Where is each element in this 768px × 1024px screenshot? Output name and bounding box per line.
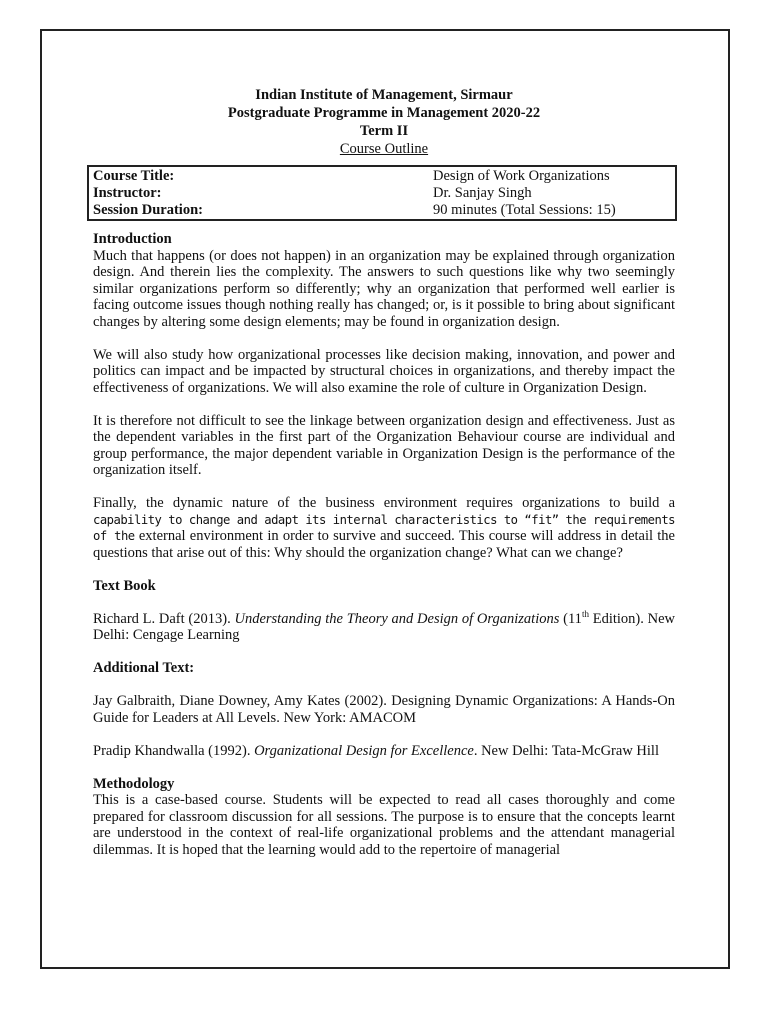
additional-reference <box>93 743 675 760</box>
reference-publisher: . New Delhi: Tata-McGraw Hill <box>473 742 659 759</box>
programme-name: Postgraduate Programme in Management 2020-22 <box>227 105 541 121</box>
reference-edition: (11 <box>559 610 582 627</box>
course-info-row <box>93 202 675 219</box>
edition-superscript: th <box>581 608 589 619</box>
introduction-heading: Introduction <box>93 231 172 247</box>
methodology-heading: Methodology <box>93 775 175 792</box>
instructor-value: Dr. Sanjay Singh <box>433 185 532 201</box>
course-info-row <box>93 168 675 185</box>
paragraph-text: Finally, the dynamic nature of the business environment requires organizations to build a <box>93 495 675 511</box>
additional-reference: Jay Galbraith, Diane Downey, Amy Kates (2002). Designing Dynamic Organizations: A Hands-On Guide for Leaders at All Levels. New York: AMACOM <box>93 693 675 726</box>
session-duration-value: 90 minutes (Total Sessions: 15) <box>433 202 616 218</box>
session-duration-label: Session Duration: <box>93 202 203 218</box>
text-book-reference <box>93 608 675 644</box>
course-title-value: Design of Work Organizations <box>433 168 610 184</box>
document-header <box>93 86 675 158</box>
document-content <box>93 86 675 858</box>
introduction-paragraph: It is therefore not difficult to see the linkage between organization design and effectiveness. Just as the dependent variables in the first part of the Organization Behaviour course are individual and group performance, the major dependent variable in Organization Design is the performance of the organization itself. <box>93 412 675 478</box>
additional-text-heading: Additional Text: <box>93 660 195 676</box>
paragraph-text-monospace: capability to change and adapt its internal characteristics to “fit” the requirements of the <box>93 512 675 543</box>
course-outline-label: Course Outline <box>339 141 429 157</box>
institute-name: Indian Institute of Management, Sirmaur <box>255 87 513 103</box>
methodology-paragraph: This is a case-based course. Students will be expected to read all cases thoroughly and come prepared for classroom discussion for all sessions. The purpose is to ensure that the concepts learnt are understood in the context of real-life organizational problems and the attendant managerial dilemmas. It is hoped that the learning would add to the repertoire of managerial <box>93 792 675 858</box>
introduction-paragraph <box>93 495 675 561</box>
reference-author: Pradip Khandwalla (1992). <box>93 742 255 759</box>
reference-title: Understanding the Theory and Design of Organizations <box>234 610 560 627</box>
term-label: Term II <box>359 123 409 139</box>
text-book-heading: Text Book <box>93 577 156 594</box>
introduction-paragraph: Much that happens (or does not happen) in an organization may be explained through organization design. And therein lies the complexity. The answers to such questions like why two seemingly similar organizations perform so differently; why an organization that performed well earlier is facing outcome issues though nothing really has changed; or, is it possible to bring about significant changes by altering some design elements; may be found in organization design. <box>93 247 675 330</box>
course-title-label: Course Title: <box>93 168 175 184</box>
instructor-label: Instructor: <box>93 185 162 201</box>
paragraph-text: external environment in order to survive and succeed. This course will address in detail the questions that arise out of this: Why should the organization change? What can we change? <box>93 528 675 561</box>
course-info-row <box>93 185 675 202</box>
course-info-box <box>87 165 677 221</box>
reference-publisher: Edition). New Delhi: Cengage Learning <box>93 610 675 643</box>
reference-author: Richard L. Daft (2013). <box>93 610 235 627</box>
introduction-paragraph: We will also study how organizational processes like decision making, innovation, and power and politics can impact and be impacted by structural choices in organizations, and thereby impact the effectiveness of organizations. We will also examine the role of culture in Organization Design. <box>93 346 675 396</box>
reference-title: Organizational Design for Excellence <box>254 742 474 759</box>
